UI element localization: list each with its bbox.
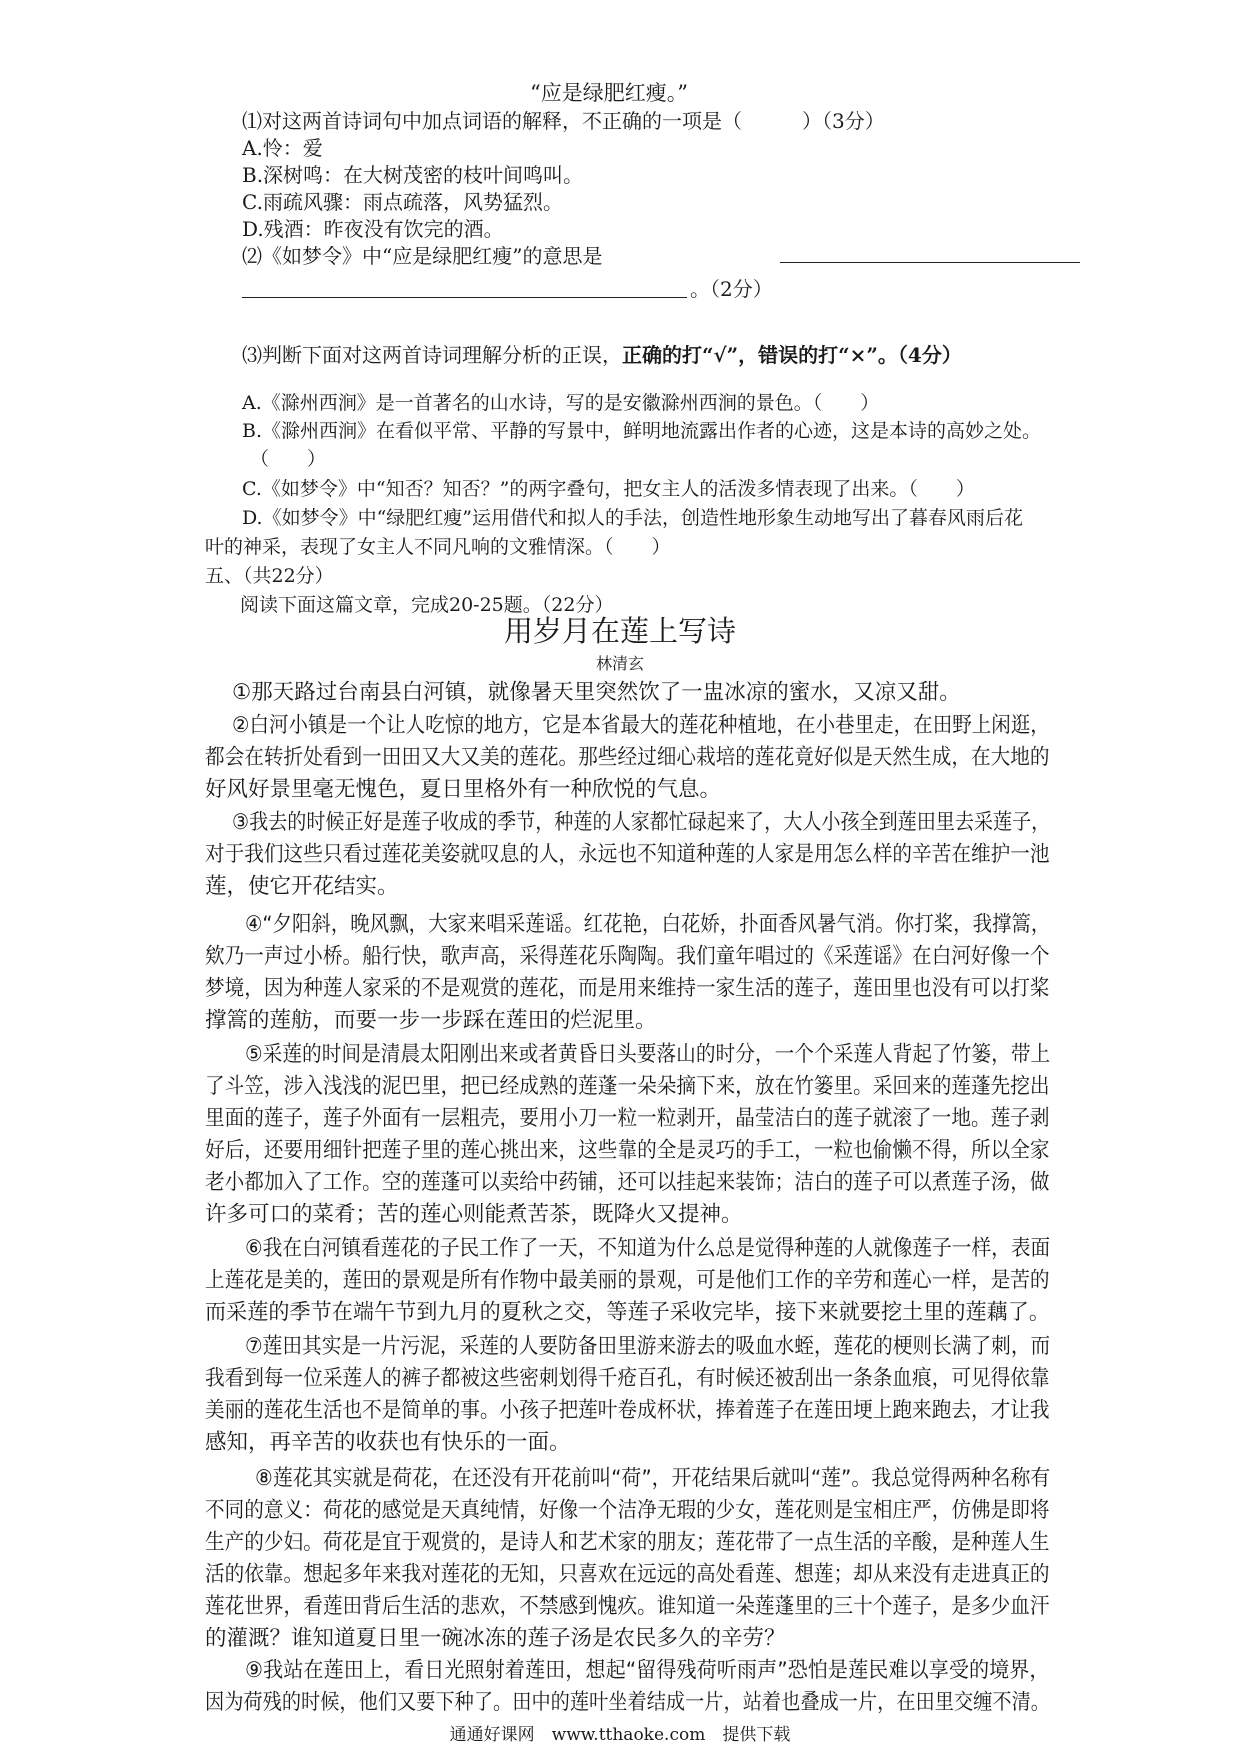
- article-line: 好后，还要用细针把莲子里的莲心挑出来，这些靠的全是灵巧的手工，一粒也偷懒不得，所以全家: [205, 1138, 1050, 1163]
- article-author: 林清玄: [595, 654, 644, 673]
- article-line: 欸乃一声过小桥。船行快，歌声高，采得莲花乐陶陶。我们童年唱过的《采莲谣》在白河好像一个: [205, 944, 1050, 969]
- article-line: 对于我们这些只看过莲花美姿就叹息的人，永远也不知道种莲的人家是用怎么样的辛苦在维护一池: [205, 842, 1050, 867]
- article-line: ⑨我站在莲田上，看日光照射着莲田，想起“留得残荷听雨声”恐怕是莲民难以享受的境界，: [245, 1658, 1050, 1683]
- section-instruction: 阅读下面这篇文章，完成20-25题。（22分）: [240, 594, 614, 616]
- article-line: 感知，再辛苦的收获也有快乐的一面。: [205, 1430, 571, 1455]
- q3-item-b-bracket: （ ）: [250, 448, 327, 470]
- article-line: ④“夕阳斜，晚风飘，大家来唱采莲谣。红花艳，白花娇，扑面香风暑气消。你打桨，我撑篙，: [245, 912, 1051, 937]
- article-line: 生产的少妇。荷花是宜于观赏的，是诗人和艺术家的朋友；莲花带了一点生活的辛酸，是种莲人生: [205, 1530, 1050, 1555]
- article-line: ⑥我在白河镇看莲花的子民工作了一天，不知道为什么总是觉得种莲的人就像莲子一样，表面: [245, 1236, 1051, 1261]
- article-line: 而采莲的季节在端午节到九月的夏秋之交，等莲子采收完毕，接下来就要挖土里的莲藕了。: [205, 1300, 1051, 1325]
- article-line: 好风好景里毫无愧色，夏日里格外有一种欣悦的气息。: [205, 777, 722, 802]
- q2-answer-line-1: [780, 262, 1080, 263]
- article-line: 都会在转折处看到一田田又大又美的莲花。那些经过细心栽培的莲花竟好似是天然生成，在大地的: [205, 745, 1050, 770]
- q1-stem: ⑴对这两首诗词句中加点词语的解释，不正确的一项是（ ）（3分）: [242, 109, 885, 133]
- q2-answer-line-2: [242, 297, 687, 298]
- q3-item-c: C.《如梦令》中“知否？知否？”的两字叠句，把女主人的活泼多情表现了出来。（ ）: [242, 478, 975, 500]
- q3-item-d-cont: 叶的神采，表现了女主人不同凡响的文雅情深。（ ）: [205, 536, 671, 558]
- article-line: 的灌溉？谁知道夏日里一碗冰冻的莲子汤是农民多久的辛劳？: [205, 1626, 786, 1651]
- page-footer: 通通好课网 www.tthaoke.com 提供下载: [449, 1725, 791, 1745]
- q1-option-b: B.深树鸣：在大树茂密的枝叶间鸣叫。: [242, 163, 584, 187]
- article-line: 了斗笠，涉入浅浅的泥巴里，把已经成熟的莲蓬一朵朵摘下来，放在竹篓里。采回来的莲蓬先挖出: [205, 1074, 1050, 1099]
- article-line: 里面的莲子，莲子外面有一层粗壳，要用小刀一粒一粒剥开，晶莹洁白的莲子就滚了一地。莲子剥: [205, 1106, 1050, 1131]
- article-line: ⑦莲田其实是一片污泥，采莲的人要防备田里游来游去的吸血水蛭，莲花的梗则长满了刺，而: [245, 1334, 1051, 1359]
- q3-item-d: D.《如梦令》中“绿肥红瘦”运用借代和拟人的手法，创造性地形象生动地写出了暮春风雨后花: [242, 507, 1024, 529]
- article-line: 许多可口的菜肴；苦的莲心则能煮苦茶，既降火又提神。: [205, 1202, 743, 1227]
- article-line: 美丽的莲花生活也不是简单的事。小孩子把莲叶卷成杯状，捧着莲子在莲田埂上跑来跑去，才让我: [205, 1398, 1050, 1423]
- article-line: ⑧莲花其实就是荷花，在还没有开花前叫“荷”，开花结果后就叫“莲”。我总觉得两种名称有: [255, 1466, 1051, 1491]
- article-line: 梦境，因为种莲人家采的不是观赏的莲花，而是用来维持一家生活的莲子，莲田里也没有可以打桨: [205, 976, 1050, 1001]
- q3-stem: ⑶判断下面对这两首诗词理解分析的正误，: [242, 343, 622, 367]
- article-line: 莲，使它开花结实。: [205, 874, 399, 899]
- q3-item-a: A.《滁州西涧》是一首著名的山水诗，写的是安徽滁州西涧的景色。（ ）: [242, 392, 880, 414]
- article-line: 不同的意义：荷花的感觉是天真纯情，好像一个洁净无瑕的少女，莲花则是宝相庄严，仿佛是即将: [205, 1498, 1050, 1523]
- q1-option-a: A.怜：爱: [242, 136, 323, 160]
- article-line: ③我去的时候正好是莲子收成的季节，种莲的人家都忙碌起来了，大人小孩全到莲田里去采莲子，: [232, 810, 1051, 835]
- article-line: 活的依靠。想起多年来我对莲花的无知，只喜欢在远远的高处看莲、想莲；却从来没有走进真正的: [205, 1562, 1050, 1587]
- article-line: 莲花世界，看莲田背后生活的悲欢，不禁感到愧疚。谁知道一朵莲蓬里的三十个莲子，是多少血汗: [205, 1594, 1050, 1619]
- article-title: 用岁月在莲上写诗: [503, 614, 736, 648]
- q2-stem: ⑵《如梦令》中“应是绿肥红瘦”的意思是: [242, 244, 603, 268]
- article-line: ②白河小镇是一个让人吃惊的地方，它是本省最大的莲花种植地，在小巷里走，在田野上闲逛，: [232, 713, 1050, 738]
- article-line: 因为荷残的时候，他们又要下种了。田中的莲叶坐着结成一片，站着也叠成一片，在田里交缠不清。: [205, 1690, 1050, 1715]
- poem-tail-line: “应是绿肥红瘦。”: [530, 81, 688, 105]
- q2-score: 。（2分）: [690, 277, 773, 301]
- article-line: 我看到每一位采莲人的裤子都被这些密刺划得千疮百孔，有时候还被刮出一条条血痕，可见得依靠: [205, 1366, 1050, 1391]
- section-heading: 五、（共22分）: [205, 565, 334, 587]
- article-line: ①那天路过台南县白河镇，就像暑天里突然饮了一盅冰凉的蜜水，又凉又甜。: [232, 680, 961, 705]
- article-line: 上莲花是美的，莲田的景观是所有作物中最美丽的景观，可是他们工作的辛劳和莲心一样，是苦的: [205, 1268, 1050, 1293]
- article-line: 撑篙的莲舫，而要一步一步踩在莲田的烂泥里。: [205, 1008, 657, 1033]
- article-line: 老小都加入了工作。空的莲蓬可以卖给中药铺，还可以挂起来装饰；洁白的莲子可以煮莲子汤，做: [205, 1170, 1050, 1195]
- q3-stem-instruction: 正确的打“√”，错误的打“×”。（4分）: [622, 343, 962, 367]
- q1-option-d: D.残酒：昨夜没有饮完的酒。: [242, 217, 504, 241]
- q1-option-c: C.雨疏风骤：雨点疏落，风势猛烈。: [242, 190, 563, 214]
- article-line: ⑤采莲的时间是清晨太阳刚出来或者黄昏日头要落山的时分，一个个采莲人背起了竹篓，带上: [245, 1042, 1051, 1067]
- q3-item-b: B.《滁州西涧》在看似平常、平静的写景中，鲜明地流露出作者的心迹，这是本诗的高妙之处。: [242, 420, 1042, 442]
